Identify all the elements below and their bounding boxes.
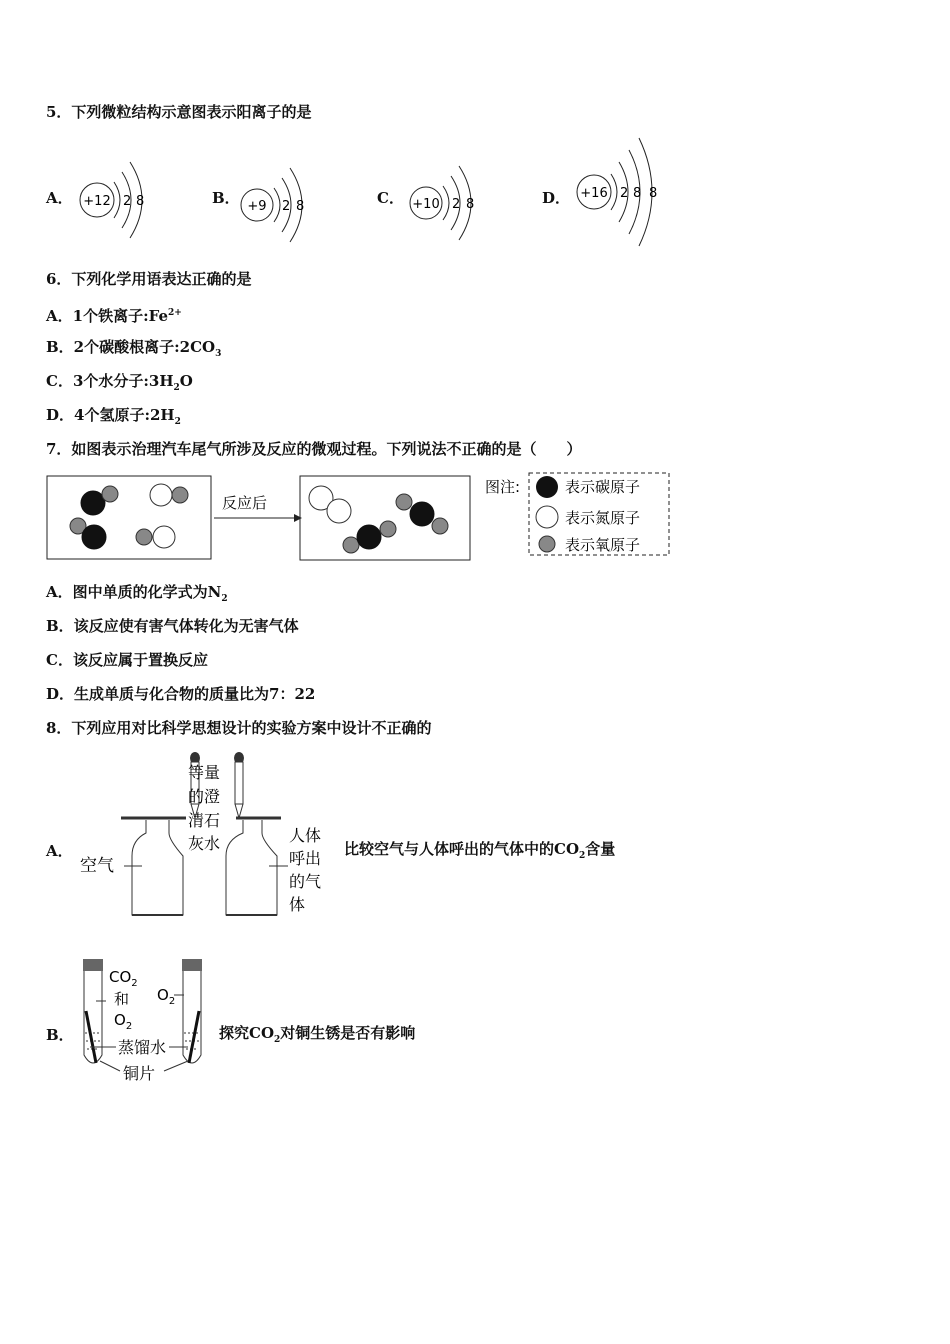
shell-a-1: 2	[123, 194, 132, 209]
dropper-right	[234, 752, 244, 818]
copper-label: 铜片	[123, 1064, 156, 1083]
legend-nitrogen-label: 表示氮原子	[565, 509, 641, 527]
water-label: 蒸馏水	[118, 1038, 167, 1057]
q5-diagram-d	[573, 134, 668, 249]
nitrogen-atom	[150, 484, 172, 506]
dropper-label-2: 的澄	[188, 787, 221, 806]
q5-option-c-label: C．	[377, 189, 404, 207]
oxygen-atom	[172, 487, 188, 503]
stopper-left	[83, 959, 103, 971]
legend-carbon-label: 表示碳原子	[565, 478, 641, 496]
right-label-2: 呼出	[289, 849, 322, 868]
q8-option-b-label: B．	[46, 1026, 74, 1044]
dropper-label-3: 清石	[188, 811, 221, 830]
nitrogen-atom	[153, 526, 175, 548]
legend-nitrogen	[536, 506, 558, 528]
q7-stem: 7．如图表示治理汽车尾气所涉及反应的微观过程。下列说法不正确的是（ ）	[46, 440, 582, 458]
bottle-left	[132, 820, 183, 915]
q5-option-b-label: B．	[212, 189, 240, 207]
dropper-left	[190, 752, 200, 818]
shell-d-2: 8	[633, 186, 642, 201]
carbon-atom	[410, 502, 434, 526]
arrow-label: 反应后	[222, 494, 268, 512]
q8-diagram-b	[76, 955, 216, 1090]
shell-b-2: 8	[296, 199, 305, 214]
shell-a-2: 8	[136, 194, 145, 209]
q7-option-c: C．该反应属于置换反应	[46, 651, 208, 669]
dropper-label-4: 灰水	[188, 834, 221, 853]
shell-c-1: 2	[452, 197, 461, 212]
right-label-1: 人体	[289, 826, 322, 845]
nucleus-c-charge: +10	[412, 197, 440, 212]
legend-title: 图注:	[485, 478, 521, 496]
right-label-4: 体	[289, 895, 306, 914]
legend-oxygen	[539, 536, 555, 552]
legend-carbon	[536, 476, 558, 498]
q5-diagram-a	[76, 150, 156, 245]
oxygen-atom	[343, 537, 359, 553]
shell-b-1: 2	[282, 199, 291, 214]
q8-diagram-a	[76, 748, 336, 923]
q6-option-a: A．1个铁离子$:Fe^{2+}$	[46, 307, 182, 325]
nucleus-b-charge: +9	[247, 199, 267, 214]
nucleus-d-charge: +16	[580, 186, 608, 201]
q5-option-d-label: D．	[542, 189, 571, 207]
q8-stem: 8．下列应用对比科学思想设计的实验方案中设计不正确的	[46, 719, 432, 737]
oxygen-atom	[380, 521, 396, 537]
tube1-gas-1: $CO_2$	[109, 968, 138, 989]
copper-strip-right	[189, 1011, 199, 1063]
q6-stem: 6．下列化学用语表达正确的是	[46, 270, 252, 288]
q7-option-d: D．生成单质与化合物的质量比为7：22	[46, 685, 316, 703]
carbon-atom	[81, 491, 105, 515]
nitrogen-atom	[327, 499, 351, 523]
bottle-right	[226, 820, 277, 915]
q8-option-a-desc: 比较空气与人体呼出的气体中的$CO_2$含量	[344, 840, 616, 861]
q8-option-b-desc: 探究$CO_2$对铜生锈是否有影响	[219, 1024, 416, 1045]
tube1-gas-3: $O_2$	[114, 1011, 133, 1032]
q5-diagram-c	[406, 160, 486, 250]
oxygen-atom	[432, 518, 448, 534]
q7-option-b: B．该反应使有害气体转化为无害气体	[46, 617, 299, 635]
shell-d-1: 2	[620, 186, 629, 201]
tube1-gas-2: 和	[114, 990, 130, 1008]
right-label-3: 的气	[289, 872, 322, 891]
q6-option-d: D．4个氢原子$:2H_2$	[46, 406, 181, 427]
copper-strip-left	[86, 1011, 96, 1063]
dropper-label-1: 等量	[188, 763, 221, 782]
q5-stem: 5．下列微粒结构示意图表示阳离子的是	[46, 103, 312, 121]
stopper-right	[182, 959, 202, 971]
carbon-atom	[357, 525, 381, 549]
oxygen-atom	[396, 494, 412, 510]
q5-option-a-label: A．	[46, 189, 73, 207]
q7-reaction-diagram	[44, 470, 674, 566]
shell-c-2: 8	[466, 197, 475, 212]
legend-oxygen-label: 表示氧原子	[565, 536, 641, 554]
before-box	[47, 476, 211, 559]
q7-option-a: A．图中单质的化学式为$N_2$	[46, 583, 228, 604]
q6-option-b: B．2个碳酸根离子$:2CO_3$	[46, 338, 222, 359]
shell-d-3: 8	[649, 186, 658, 201]
tube2-gas: $O_2$	[157, 986, 176, 1007]
nucleus-a-charge: +12	[83, 194, 111, 209]
left-bottle-label: 空气	[80, 856, 114, 876]
q6-option-c: C．3个水分子$:3H_2O$	[46, 372, 193, 393]
q8-option-a-label: A．	[46, 842, 73, 860]
oxygen-atom	[136, 529, 152, 545]
q5-diagram-b	[238, 160, 318, 250]
oxygen-atom	[102, 486, 118, 502]
carbon-atom	[82, 525, 106, 549]
